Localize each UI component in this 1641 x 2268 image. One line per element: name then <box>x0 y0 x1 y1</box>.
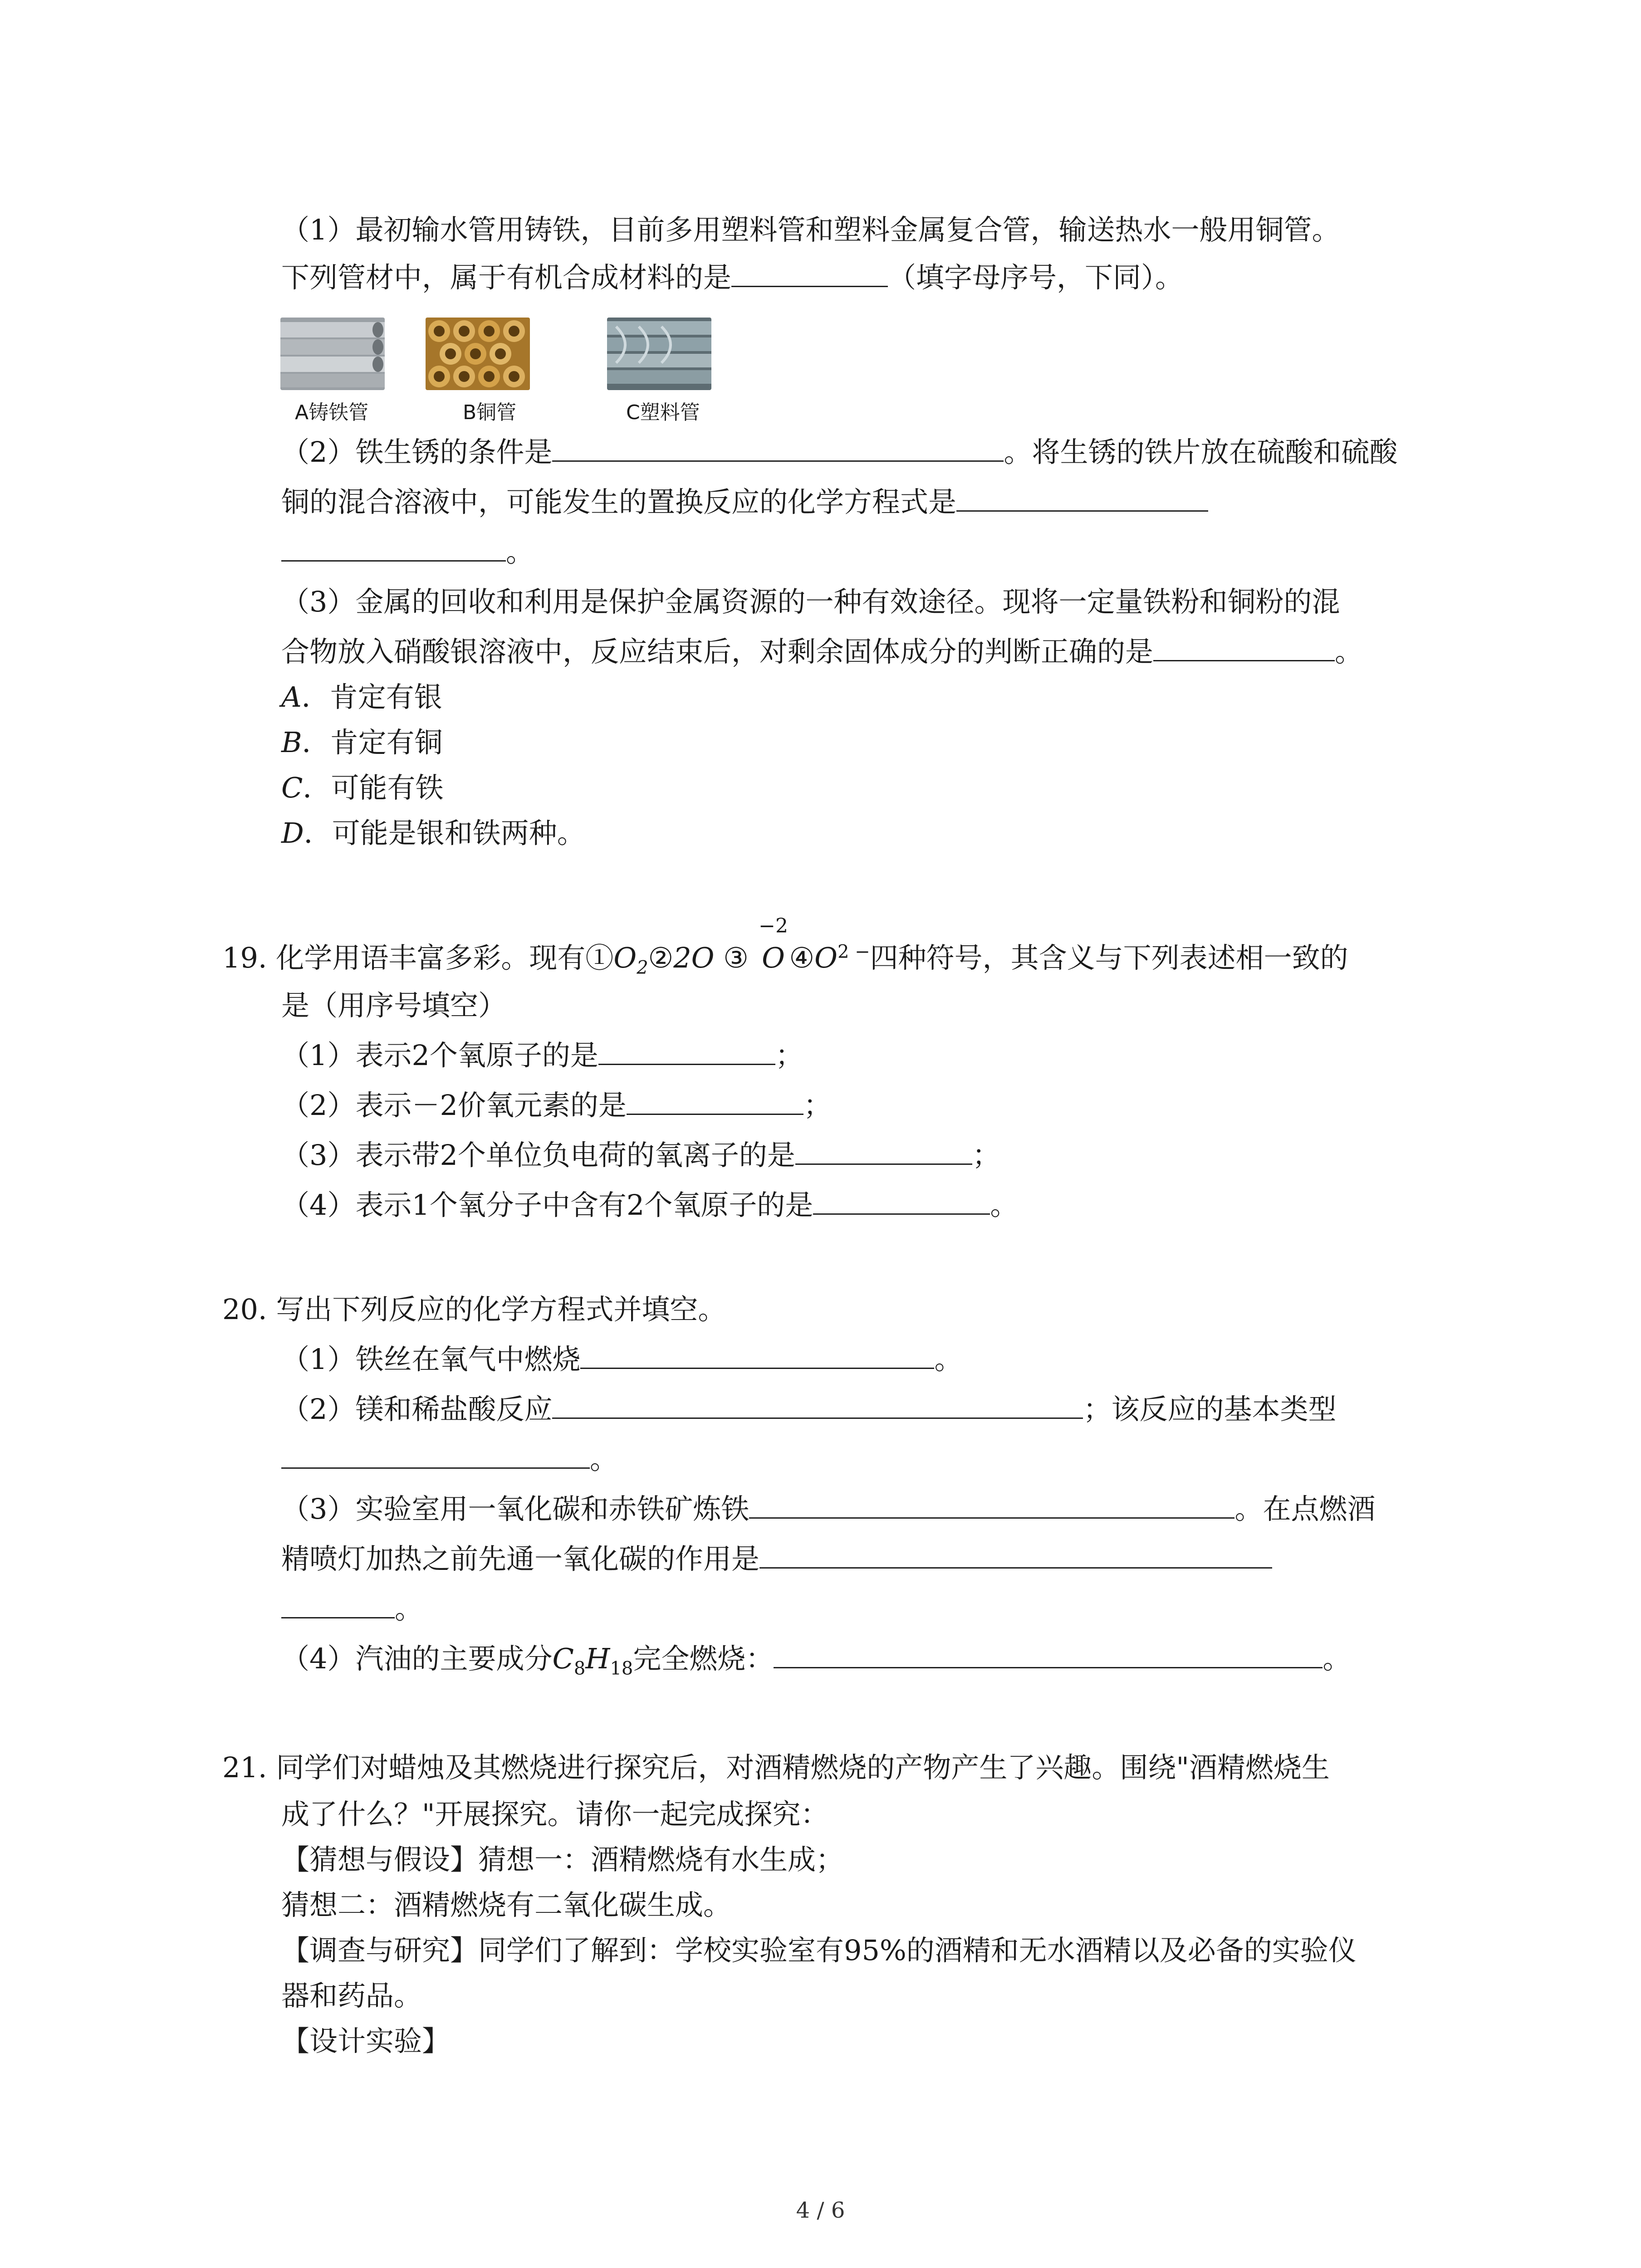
answer-blank[interactable] <box>598 1036 775 1065</box>
period: 。 <box>934 1343 963 1376</box>
answer-blank[interactable] <box>281 533 506 562</box>
item-text: （3）实验室用一氧化碳和赤铁矿炼铁 <box>281 1492 749 1525</box>
q20-item3 <box>281 1490 1375 1528</box>
q18-part1-line1: （1）最初输水管用铸铁，目前多用塑料管和塑料金属复合管，输送热水一般用铜管。 <box>281 213 1340 246</box>
item-text: （3）表示带2个单位负电荷的氧离子的是 <box>281 1139 795 1172</box>
q21-line1 <box>222 1749 1330 1787</box>
answer-blank[interactable] <box>1153 633 1335 661</box>
item-end: 。 <box>990 1188 1019 1222</box>
option-text: ．肯定有铜 <box>302 726 443 759</box>
symbol-o-valence <box>758 914 789 977</box>
period: 。 <box>395 1592 423 1625</box>
option-text: ．可能是银和铁两种。 <box>304 816 585 850</box>
option-letter: A <box>281 680 302 714</box>
q21-line2: 成了什么？"开展探究。请你一起完成探究： <box>281 1798 829 1831</box>
q19-intro: 化学用语丰富多彩。现有① <box>276 941 614 974</box>
answer-blank[interactable] <box>813 1186 990 1215</box>
item-text: （2）表示－2价氧元素的是 <box>281 1089 627 1122</box>
answer-blank[interactable] <box>627 1086 803 1115</box>
q18-part2-text-cont: 。将生锈的铁片放在硫酸和硫酸 <box>1004 435 1398 469</box>
answer-blank[interactable] <box>956 483 1208 512</box>
symbol-o-ion: O <box>814 941 838 974</box>
question-number: 20. <box>222 1293 267 1326</box>
plastic-pipe-image <box>607 318 711 390</box>
period: 。 <box>1335 635 1363 668</box>
subscript: 8 <box>573 1658 586 1679</box>
circled-number: ③ <box>723 941 749 974</box>
option-letter: D <box>281 816 304 850</box>
superscript: 2 − <box>837 941 870 963</box>
answer-blank[interactable] <box>281 1590 395 1618</box>
item-text: （1）铁丝在氧气中燃烧 <box>281 1343 581 1376</box>
circled-number: ② <box>648 941 674 974</box>
option-text: ．肯定有银 <box>301 680 442 714</box>
item-end: ； <box>803 1089 832 1122</box>
item-end: ； <box>972 1139 1000 1172</box>
q21-line4: 猜想二：酒精燃烧有二氧化碳生成。 <box>281 1888 732 1921</box>
answer-blank[interactable] <box>580 1340 934 1369</box>
option-letter: B <box>281 726 302 759</box>
item-text: 精喷灯加热之前先通一氧化碳的作用是 <box>281 1542 760 1575</box>
option-c <box>281 769 443 807</box>
q21-text: 同学们对蜡烛及其燃烧进行探究后，对酒精燃烧的产物产生了兴趣。围绕"酒精燃烧生 <box>276 1751 1330 1784</box>
formula-h: H <box>585 1642 610 1675</box>
item-text-cont: 完全燃烧： <box>633 1642 774 1675</box>
item-text: （2）镁和稀盐酸反应 <box>281 1393 553 1426</box>
q20-item2-line2 <box>281 1440 618 1478</box>
q18-part1-line2 <box>281 259 1183 297</box>
option-d <box>281 814 585 852</box>
answer-blank[interactable] <box>759 1540 1272 1569</box>
symbol-o2: O <box>613 941 637 974</box>
option-b <box>281 723 443 762</box>
q18-part3-text: 合物放入硝酸银溶液中，反应结束后，对剩余固体成分的判断正确的是 <box>281 635 1154 668</box>
item-end: ； <box>775 1039 803 1072</box>
option-letter: C <box>281 771 303 804</box>
period: 。 <box>590 1442 618 1476</box>
q19-line2: 是（用序号填空） <box>281 989 507 1022</box>
q19-intro-cont: 四种符号，其含义与下列表述相一致的 <box>870 941 1348 974</box>
q18-part2-equation-prompt: 铜的混合溶液中，可能发生的置换反应的化学方程式是 <box>281 485 957 518</box>
period: 。 <box>506 535 534 568</box>
answer-blank[interactable] <box>774 1640 1323 1668</box>
answer-blank[interactable] <box>552 1390 1083 1419</box>
item-text: （4）表示1个氧分子中含有2个氧原子的是 <box>281 1188 813 1222</box>
question-number: 19. <box>222 941 267 974</box>
circled-number: ④ <box>789 941 815 974</box>
period: 。 <box>1323 1642 1351 1675</box>
q18-part1-text: 下列管材中，属于有机合成材料的是 <box>281 261 732 294</box>
q19-item4 <box>281 1186 1018 1224</box>
symbol-o: O <box>762 941 785 974</box>
q20-item1 <box>281 1340 962 1378</box>
q21-line3: 【猜想与假设】猜想一：酒精燃烧有水生成； <box>281 1843 844 1876</box>
q21-line6: 器和药品。 <box>281 1979 422 2012</box>
q18-part2-line1 <box>281 433 1397 471</box>
answer-blank[interactable] <box>552 433 1004 462</box>
answer-blank[interactable] <box>749 1490 1234 1519</box>
item-text: （1）表示2个氧原子的是 <box>281 1039 598 1072</box>
item-text-cont: ；该反应的基本类型 <box>1083 1393 1337 1426</box>
answer-blank[interactable] <box>731 259 888 287</box>
q19-item1 <box>281 1036 803 1075</box>
q18-part3-line2 <box>281 633 1363 671</box>
q18-part1-hint: （填字母序号，下同）。 <box>888 261 1184 294</box>
q20-intro: 写出下列反应的化学方程式并填空。 <box>276 1293 726 1326</box>
q18-part3-line1: （3）金属的回收和利用是保护金属资源的一种有效途径。现将一定量铁粉和铜粉的混 <box>281 585 1340 618</box>
pipe-label-c: C塑料管 <box>626 401 700 424</box>
q21-line7: 【设计实验】 <box>281 2024 451 2058</box>
option-a <box>281 678 442 716</box>
q20-line1 <box>222 1290 726 1329</box>
q20-item3-line3 <box>281 1590 423 1628</box>
pipe-label-a: A铸铁管 <box>295 401 369 424</box>
option-text: ．可能有铁 <box>303 771 444 804</box>
formula-c: C <box>552 1642 574 1675</box>
page-number: 4 / 6 <box>796 2198 845 2223</box>
item-text-cont: 。在点燃酒 <box>1234 1492 1376 1525</box>
q20-item2 <box>281 1390 1336 1428</box>
q19-item2 <box>281 1086 832 1124</box>
q18-part2-line2 <box>281 483 1208 521</box>
answer-blank[interactable] <box>795 1136 972 1165</box>
copper-pipe-image <box>426 318 530 390</box>
q19-item3 <box>281 1136 1000 1174</box>
q20-item3-line2 <box>281 1540 1272 1578</box>
pipe-label-b: B铜管 <box>463 401 517 424</box>
answer-blank[interactable] <box>281 1440 590 1469</box>
q20-item4 <box>281 1640 1351 1678</box>
subscript: 18 <box>610 1658 633 1679</box>
symbol-2o: 2O <box>673 941 715 974</box>
q21-line5: 【调查与研究】同学们了解到：学校实验室有95%的酒精和无水酒精以及必备的实验仪 <box>281 1934 1357 1967</box>
item-text: （4）汽油的主要成分 <box>281 1642 553 1675</box>
question-number: 21. <box>222 1751 267 1784</box>
q18-part2-line3 <box>281 533 534 571</box>
subscript: 2 <box>637 957 648 978</box>
q19-line1 <box>222 914 1348 978</box>
valence-label: −2 <box>759 914 788 938</box>
cast-iron-pipe-image <box>280 318 385 390</box>
q18-part2-text: （2）铁生锈的条件是 <box>281 435 553 469</box>
